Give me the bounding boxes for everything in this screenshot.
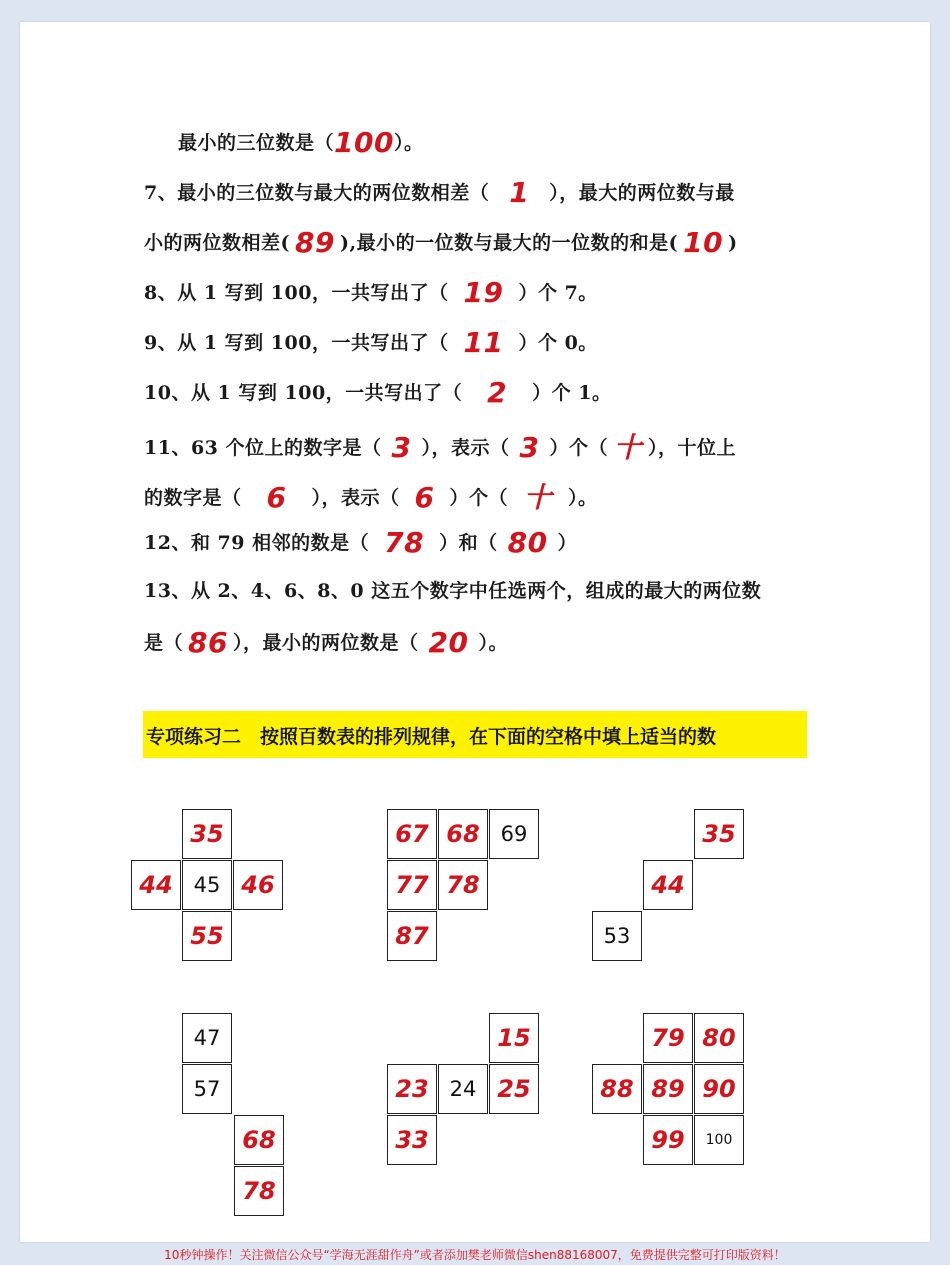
- grid-cell: 55: [182, 911, 232, 961]
- grid-cell: 89: [643, 1064, 693, 1114]
- grid-cell: 99: [643, 1115, 693, 1165]
- grid-cell: 87: [387, 911, 437, 961]
- grid-cell: 33: [387, 1115, 437, 1165]
- handwritten-answer: 11: [463, 326, 504, 359]
- question-text: ）个（: [449, 487, 509, 509]
- grid-cell: 46: [233, 860, 283, 910]
- question-9: [144, 326, 598, 359]
- grid-cell: 100: [694, 1115, 744, 1165]
- grid-cell: 78: [234, 1166, 284, 1216]
- question-7-line-1: [144, 176, 735, 209]
- question-text: ）个（: [549, 437, 609, 459]
- handwritten-answer: 2: [487, 376, 508, 409]
- question-text: ），最大的两位数与最: [549, 182, 735, 204]
- grid-cell: 25: [489, 1064, 539, 1114]
- question-text: ），表示（: [421, 437, 510, 459]
- grid-cell: 88: [592, 1064, 642, 1114]
- grid-cell: 45: [182, 860, 232, 910]
- question-11-line-2: [144, 476, 598, 516]
- question-text: 9、从 1 写到 100，一共写出了（: [144, 332, 449, 354]
- handwritten-answer: 80: [507, 526, 548, 559]
- question-text: ）个 0。: [518, 332, 598, 354]
- grid-cell: 24: [438, 1064, 488, 1114]
- question-text: ），最小的两位数是（: [233, 632, 419, 654]
- question-text: 7、最小的三位数与最大的两位数相差（: [144, 182, 490, 204]
- grid-cell: 47: [182, 1013, 232, 1063]
- grid-cell: 35: [182, 809, 232, 859]
- handwritten-answer: 86: [188, 626, 228, 659]
- question-text: ）: [557, 532, 578, 554]
- grid-cell: 69: [489, 809, 539, 859]
- grid-cell: 44: [131, 860, 181, 910]
- grid-cell: 77: [387, 860, 437, 910]
- grid-cell: 90: [694, 1064, 744, 1114]
- question-13-line-1: [144, 576, 761, 603]
- grid-cell: 57: [182, 1064, 232, 1114]
- footer-promo-text: 10秒钟操作！关注微信公众号“学海无涯甜作舟”或者添加樊老师微信shen88168007，免费提供完整可打印版资料！: [164, 1248, 786, 1262]
- question-text: ): [728, 232, 738, 254]
- question-10: [144, 376, 612, 409]
- handwritten-answer: 6: [414, 481, 435, 514]
- grid-cell: 53: [592, 911, 642, 961]
- handwritten-answer: 19: [463, 276, 504, 309]
- question-text: 8、从 1 写到 100，一共写出了（: [144, 282, 449, 304]
- handwritten-answer: 十: [523, 481, 553, 514]
- question-text: 10、从 1 写到 100，一共写出了（: [144, 382, 463, 404]
- grid-cell: 68: [234, 1115, 284, 1165]
- question-12: [144, 526, 577, 559]
- grid-cell: 35: [694, 809, 744, 859]
- grid-cell: 23: [387, 1064, 437, 1114]
- handwritten-answer: 89: [295, 226, 335, 259]
- grid-cell: 68: [438, 809, 488, 859]
- question-text: 11、63 个位上的数字是（: [144, 437, 382, 459]
- handwritten-answer: 20: [428, 626, 469, 659]
- question-text: 小的两位数相差(: [144, 232, 290, 254]
- question-text: 的数字是（: [144, 487, 242, 509]
- question-text: 12、和 79 相邻的数是（: [144, 532, 370, 554]
- section-title: 专项练习二 按照百数表的排列规律，在下面的空格中填上适当的数: [146, 726, 717, 748]
- handwritten-answer: 10: [683, 226, 724, 259]
- grid-cell: 67: [387, 809, 437, 859]
- question-text: ）和（: [439, 532, 498, 554]
- grid-cell: 78: [438, 860, 488, 910]
- grid-cell: 79: [643, 1013, 693, 1063]
- question-text: ）。: [568, 487, 598, 509]
- question-11-line-1: [144, 426, 736, 466]
- question-13-line-2: [144, 626, 508, 659]
- handwritten-answer: 78: [384, 526, 425, 559]
- question-text: ）。: [393, 132, 424, 154]
- grid-cell: 44: [643, 860, 693, 910]
- question-8: [144, 276, 598, 309]
- question-6-continued: [178, 126, 423, 159]
- question-text: ），表示（: [311, 487, 400, 509]
- question-text: ）个 7。: [518, 282, 598, 304]
- question-text: 13、从 2、4、6、8、0 这五个数字中任选两个，组成的最大的两位数: [144, 580, 762, 602]
- grid-cell: 15: [489, 1013, 539, 1063]
- question-text: ）。: [478, 632, 509, 654]
- handwritten-answer: 3: [519, 431, 540, 464]
- grid-cell: 80: [694, 1013, 744, 1063]
- handwritten-answer: 1: [509, 176, 530, 209]
- question-text: ),最小的一位数与最大的一位数的和是(: [340, 232, 679, 254]
- handwritten-answer: 十: [613, 431, 643, 464]
- handwritten-answer: 100: [334, 126, 394, 159]
- question-text: ）个 1。: [532, 382, 612, 404]
- question-text: 是（: [144, 632, 184, 654]
- question-text: 最小的三位数是（: [178, 132, 335, 154]
- handwritten-answer: 3: [391, 431, 412, 464]
- handwritten-answer: 6: [266, 481, 287, 514]
- question-7-line-2: [144, 226, 738, 259]
- question-text: ），十位上: [648, 437, 737, 459]
